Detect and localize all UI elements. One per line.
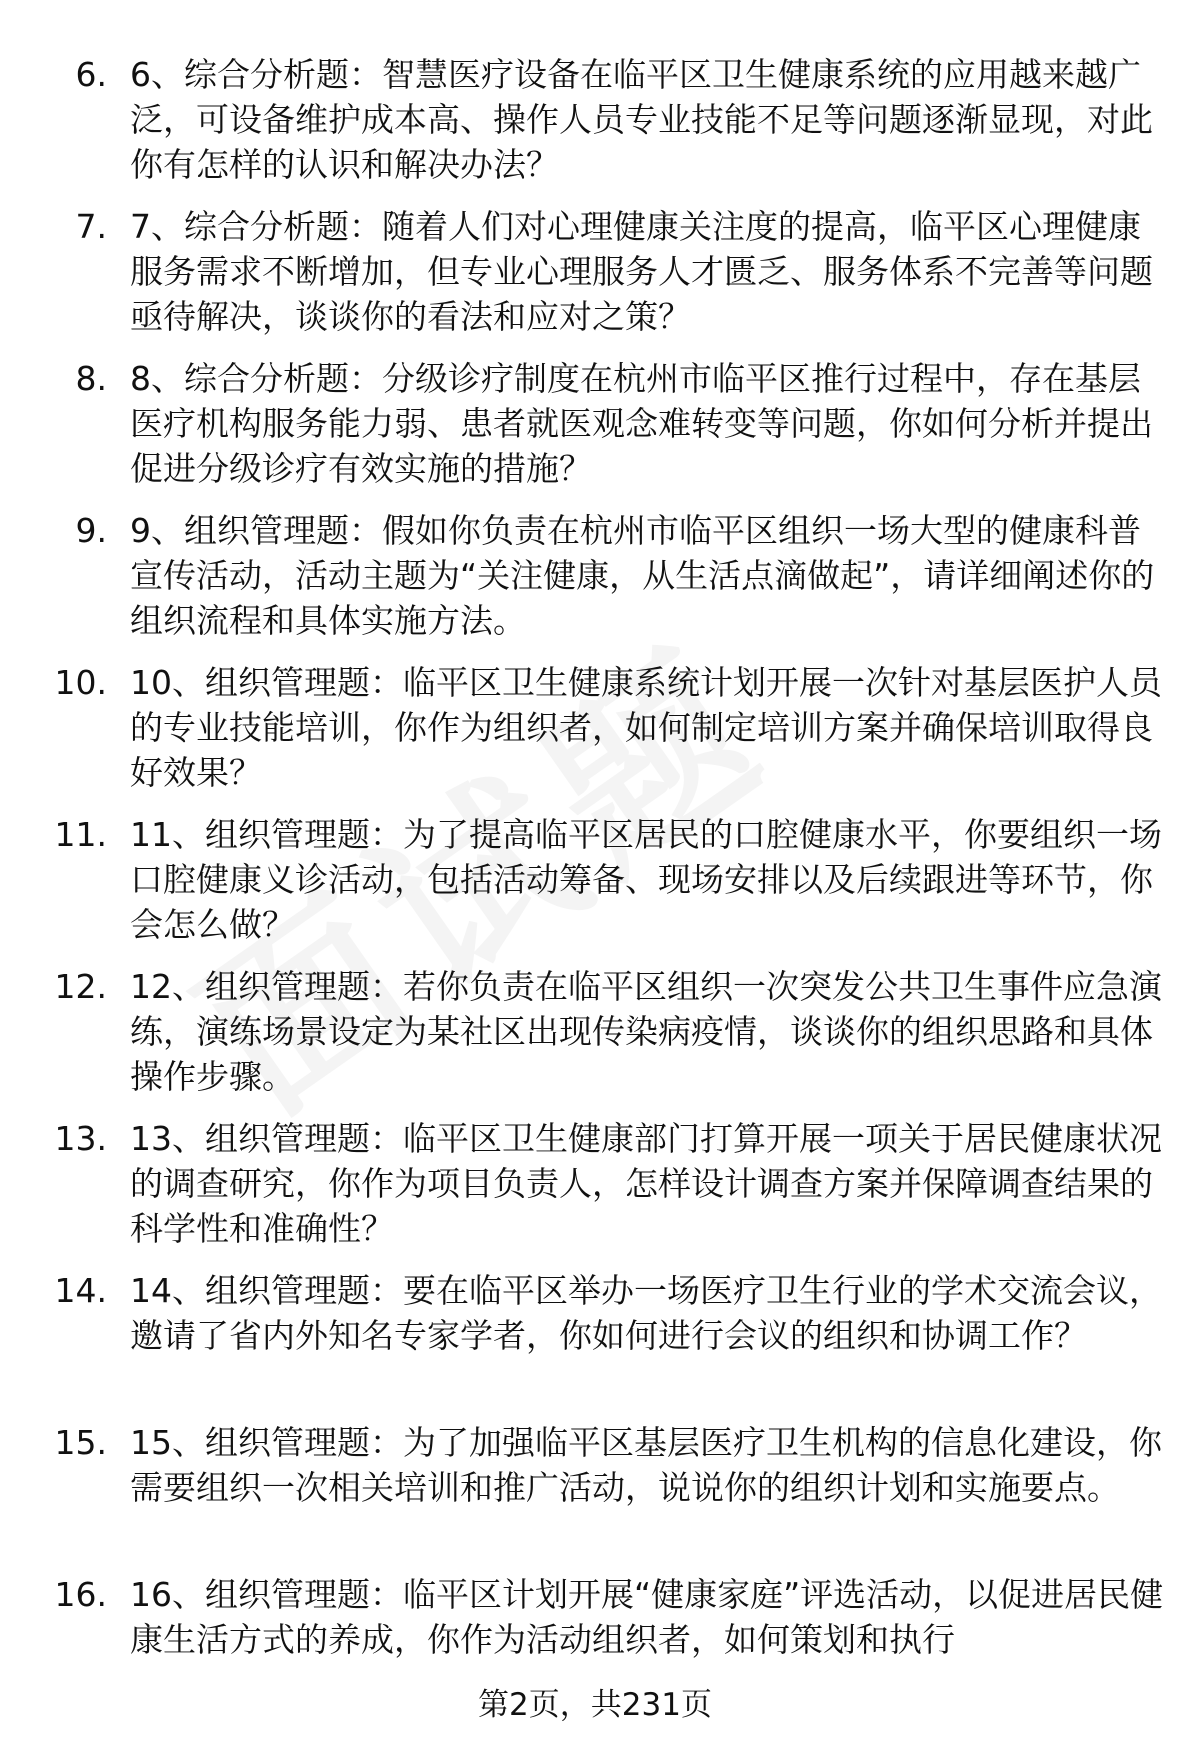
question-number: 15.: [54, 1423, 107, 1462]
question-number: 14.: [54, 1271, 107, 1310]
question-number: 10.: [54, 663, 107, 702]
question-item: [0, 1420, 1190, 1572]
question-item: [0, 1116, 1190, 1268]
question-text: 15、组织管理题：为了加强临平区基层医疗卫生机构的信息化建设，你需要组织一次相关培训和推广活动，说说你的组织计划和实施要点。: [130, 1423, 1162, 1507]
question-item: [0, 660, 1190, 812]
question-text: 13、组织管理题：临平区卫生健康部门打算开展一项关于居民健康状况的调查研究，你作为项目负责人，怎样设计调查方案并保障调查结果的科学性和准确性？: [130, 1119, 1162, 1248]
question-list: [0, 52, 1190, 1724]
question-number: 16.: [54, 1575, 107, 1614]
question-item: [0, 508, 1190, 660]
page-footer: 第2页，共231页: [478, 1687, 712, 1723]
question-text: 9、组织管理题：假如你负责在杭州市临平区组织一场大型的健康科普宣传活动，活动主题为“关注健康，从生活点滴做起”，请详细阐述你的组织流程和具体实施方法。: [130, 511, 1155, 640]
question-number: 6.: [75, 55, 107, 94]
question-item: [0, 964, 1190, 1116]
question-text: 8、综合分析题：分级诊疗制度在杭州市临平区推行过程中，存在基层医疗机构服务能力弱、患者就医观念难转变等问题，你如何分析并提出促进分级诊疗有效实施的措施？: [130, 359, 1153, 488]
question-number: 13.: [54, 1119, 107, 1158]
question-number: 7.: [75, 207, 107, 246]
question-text: 10、组织管理题：临平区卫生健康系统计划开展一次针对基层医护人员的专业技能培训，你作为组织者，如何制定培训方案并确保培训取得良好效果？: [130, 663, 1162, 792]
question-number: 9.: [75, 511, 107, 550]
question-item: [0, 1268, 1190, 1420]
question-item: [0, 812, 1190, 964]
question-number: 8.: [75, 359, 107, 398]
question-item: [0, 204, 1190, 356]
question-text: 7、综合分析题：随着人们对心理健康关注度的提高，临平区心理健康服务需求不断增加，但专业心理服务人才匮乏、服务体系不完善等问题亟待解决，谈谈你的看法和应对之策？: [130, 207, 1153, 336]
question-number: 12.: [54, 967, 107, 1006]
question-text: 12、组织管理题：若你负责在临平区组织一次突发公共卫生事件应急演练，演练场景设定为某社区出现传染病疫情，谈谈你的组织思路和具体操作步骤。: [130, 967, 1162, 1096]
question-text: 14、组织管理题：要在临平区举办一场医疗卫生行业的学术交流会议，邀请了省内外知名专家学者，你如何进行会议的组织和协调工作？: [130, 1271, 1162, 1355]
question-text: 6、综合分析题：智慧医疗设备在临平区卫生健康系统的应用越来越广泛，可设备维护成本高、操作人员专业技能不足等问题逐渐显现，对此你有怎样的认识和解决办法？: [130, 55, 1153, 184]
question-text: 16、组织管理题：临平区计划开展“健康家庭”评选活动，以促进居民健康生活方式的养成，你作为活动组织者，如何策划和执行: [130, 1575, 1164, 1659]
question-text: 11、组织管理题：为了提高临平区居民的口腔健康水平，你要组织一场口腔健康义诊活动，包括活动筹备、现场安排以及后续跟进等环节，你会怎么做？: [130, 815, 1162, 944]
question-item: [0, 52, 1190, 204]
question-number: 11.: [54, 815, 107, 854]
question-item: [0, 356, 1190, 508]
